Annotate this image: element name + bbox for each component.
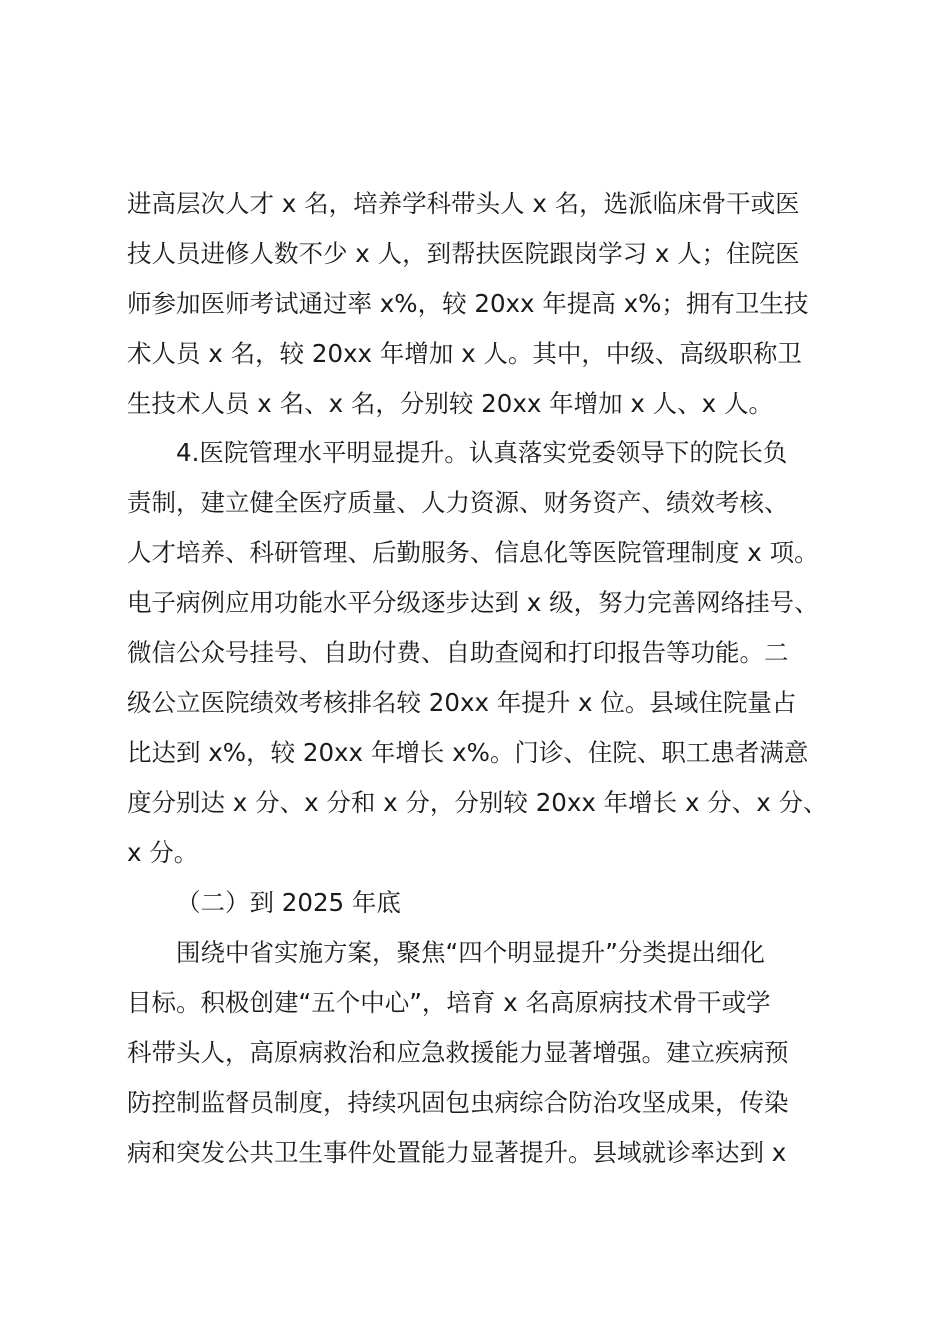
body-line: 度分别达 x 分、x 分和 x 分，分别较 20xx 年增长 x 分、x 分、: [127, 788, 828, 817]
body-line: 技人员进修人数不少 x 人，到帮扶医院跟岗学习 x 人；住院医: [127, 239, 800, 268]
section-heading-line: 4.医院管理水平明显提升。认真落实党委领导下的院长负: [176, 438, 788, 467]
body-line: 电子病例应用功能水平分级逐步达到 x 级，努力完善网络挂号、: [127, 588, 819, 617]
body-line: 责制，建立健全医疗质量、人力资源、财务资产、绩效考核、: [127, 488, 789, 517]
body-line: 目标。积极创建“五个中心”，培育 x 名高原病技术骨干或学: [127, 988, 771, 1017]
body-line: 级公立医院绩效考核排名较 20xx 年提升 x 位。县域住院量占: [127, 688, 797, 717]
body-line: 病和突发公共卫生事件处置能力显著提升。县域就诊率达到 x: [127, 1138, 787, 1167]
body-line: 生技术人员 x 名、x 名，分别较 20xx 年增加 x 人、x 人。: [127, 389, 773, 418]
body-line: 防控制监督员制度，持续巩固包虫病综合防治攻坚成果，传染: [127, 1088, 789, 1117]
body-line: 术人员 x 名，较 20xx 年增加 x 人。其中，中级、高级职称卫: [127, 339, 802, 368]
body-line: 微信公众号挂号、自助付费、自助查阅和打印报告等功能。二: [127, 638, 789, 667]
body-line: x 分。: [127, 838, 199, 867]
body-line: 人才培养、科研管理、后勤服务、信息化等医院管理制度 x 项。: [127, 538, 819, 567]
body-line: 比达到 x%，较 20xx 年增长 x%。门诊、住院、职工患者满意: [127, 738, 809, 767]
body-line: 围绕中省实施方案，聚焦“四个明显提升”分类提出细化: [176, 938, 765, 967]
body-line: 科带头人，高原病救治和应急救援能力显著增强。建立疾病预: [127, 1038, 789, 1067]
subsection-heading: （二）到 2025 年底: [176, 888, 401, 917]
body-line: 进高层次人才 x 名，培养学科带头人 x 名，选派临床骨干或医: [127, 189, 800, 218]
body-line: 师参加医师考试通过率 x%，较 20xx 年提高 x%；拥有卫生技: [127, 289, 809, 318]
